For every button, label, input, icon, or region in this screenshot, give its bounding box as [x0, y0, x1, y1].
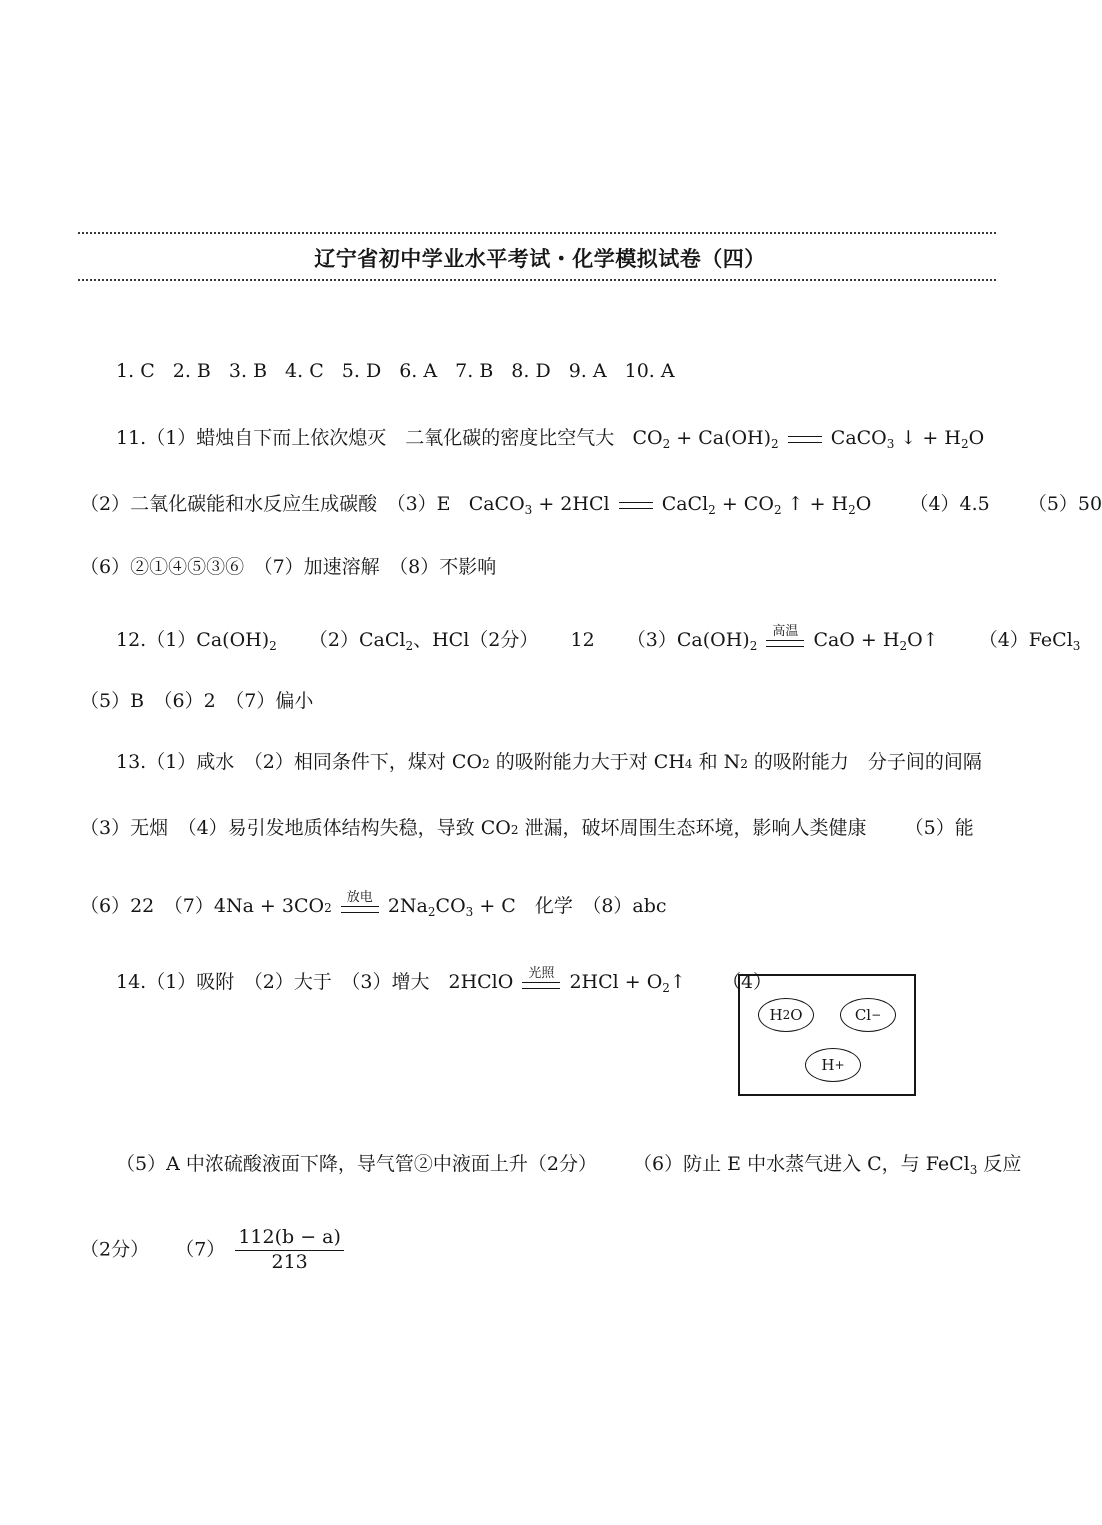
ion-diagram-box — [738, 974, 916, 1096]
mc-answer: 1. C — [116, 360, 155, 382]
q13-part6-7-text: （6）22 （7）4Na + 3CO — [80, 895, 325, 917]
q14-part4-label: （4） — [721, 971, 773, 993]
q11-part2-3-text: （2）二氧化碳能和水反应生成碳酸 （3）E — [80, 493, 451, 515]
q14-line-2 — [116, 1151, 1021, 1177]
q14-part7-label: （7） — [175, 1238, 226, 1261]
q14-part3-products: $2HCl + O_2↑$ — [569, 971, 686, 995]
q14-part6-score: （2分） — [80, 1238, 150, 1261]
mc-answer: 5. D — [341, 360, 382, 382]
mc-answer: 2. B — [172, 360, 211, 382]
q11-line-1 — [116, 425, 984, 451]
q12-part2: （2）CaCl$_2$、HCl（2分） — [308, 629, 539, 653]
q11-line-2 — [80, 491, 1102, 517]
mc-answer: 3. B — [228, 360, 268, 382]
q14-line-3 — [80, 1228, 348, 1273]
q14-part6: （6）防止 E 中水蒸气进入 C，与 FeCl$_3$ 反应 — [633, 1153, 1022, 1177]
q13-line-1: 13.（1）咸水 （2）相同条件下，煤对 CO2 的吸附能力大于对 CH4 和 N2 的吸附能力 分子间的间隔 — [116, 751, 982, 773]
q11-eq1-caoh2: + $Ca(OH)_2$ — [670, 427, 779, 451]
mc-answer: 9. A — [568, 360, 607, 382]
q14-part5: （5）A 中浓硫酸液面下降，导气管②中液面上升（2分） — [116, 1153, 597, 1175]
q13-line-3: （6）22 （7）4Na + 3CO2 放电 $2Na_2CO_3 + C$ 化学 （8）abc — [80, 890, 667, 919]
q13-part5: （5）能 — [904, 817, 974, 839]
q12-part3-products: CaO + $H_2O↑$ — [813, 629, 939, 653]
mc-answer: 6. A — [399, 360, 438, 382]
q11-eq2-reactants: CaCO$_3$ + 2HCl — [468, 493, 610, 517]
fraction-numerator: 112(b − a) — [235, 1228, 344, 1251]
equals-sign — [788, 436, 822, 443]
hydrogen-ion-circle: H + — [805, 1048, 861, 1082]
q12-part5-7: （5）B （6）2 （7）偏小 — [80, 690, 314, 712]
q14-answer-fraction — [235, 1228, 344, 1273]
q12-part4: （4）FeCl$_3$ — [978, 629, 1081, 653]
top-dotted-rule — [78, 232, 996, 234]
q12-line-1 — [116, 625, 1080, 653]
q11-part4: （4）4.5 — [909, 493, 990, 515]
q13-line-2: （3）无烟 （4）易引发地质体结构失稳，导致 CO2 泄漏，破坏周围生态环境，影响人类健康 （5）能 — [80, 817, 974, 839]
q14-line-1 — [116, 967, 772, 995]
q12-part2-value: 12 — [570, 629, 595, 651]
q11-part5: （5）50 — [1027, 493, 1102, 515]
q11-eq1-co2: $CO_2$ — [632, 427, 671, 451]
bottom-dotted-rule — [78, 279, 996, 281]
mc-answer: 7. B — [455, 360, 494, 382]
q11-part6-8-text: （6）②①④⑤③⑥ （7）加速溶解 （8）不影响 — [80, 556, 497, 578]
mc-answer: 8. D — [511, 360, 551, 382]
q14-part1-3-text: 14.（1）吸附 （2）大于 （3）增大 2HClO — [116, 971, 514, 993]
q13-part7-products: $2Na_2CO_3 + C$ 化学 （8）abc — [387, 895, 667, 919]
equals-sign — [619, 502, 653, 509]
q13-part1-2-text: 13.（1）咸水 （2）相同条件下，煤对 CO — [116, 751, 483, 773]
chloride-ion-circle: Cl − — [840, 998, 896, 1032]
q12-part3: $(3)Ca(OH)_2$ — [626, 629, 758, 653]
q11-eq2-products: CaCl$_2$ + $CO_2$ ↑ + $H_2O$ — [661, 493, 872, 517]
mc-answer: 10. A — [624, 360, 675, 382]
q12-line-2 — [80, 688, 313, 714]
page-title: 辽宁省初中学业水平考试・化学模拟试卷（四） — [314, 246, 766, 271]
water-molecule-circle: H 2 O — [758, 998, 814, 1032]
fraction-denominator: 213 — [271, 1250, 308, 1273]
mc-answer: 4. C — [285, 360, 324, 382]
q13-part3-4-text: （3）无烟 （4）易引发地质体结构失稳，导致 CO — [80, 817, 511, 839]
q11-line-3 — [80, 554, 496, 580]
mc-answers-row — [116, 358, 693, 384]
reaction-condition-light: 光照 — [522, 967, 560, 995]
q11-part1-text: 11.（1）蜡烛自下而上依次熄灭 二氧化碳的密度比空气大 — [116, 427, 615, 449]
reaction-condition-discharge: 放电 — [341, 891, 379, 919]
q11-eq1-products: CaCO$_3$ ↓ + $H_2O$ — [830, 427, 985, 451]
reaction-condition-high-temp: 高温 — [766, 625, 804, 653]
q12-part1: $12.(1)Ca(OH)_2$ — [116, 629, 277, 653]
